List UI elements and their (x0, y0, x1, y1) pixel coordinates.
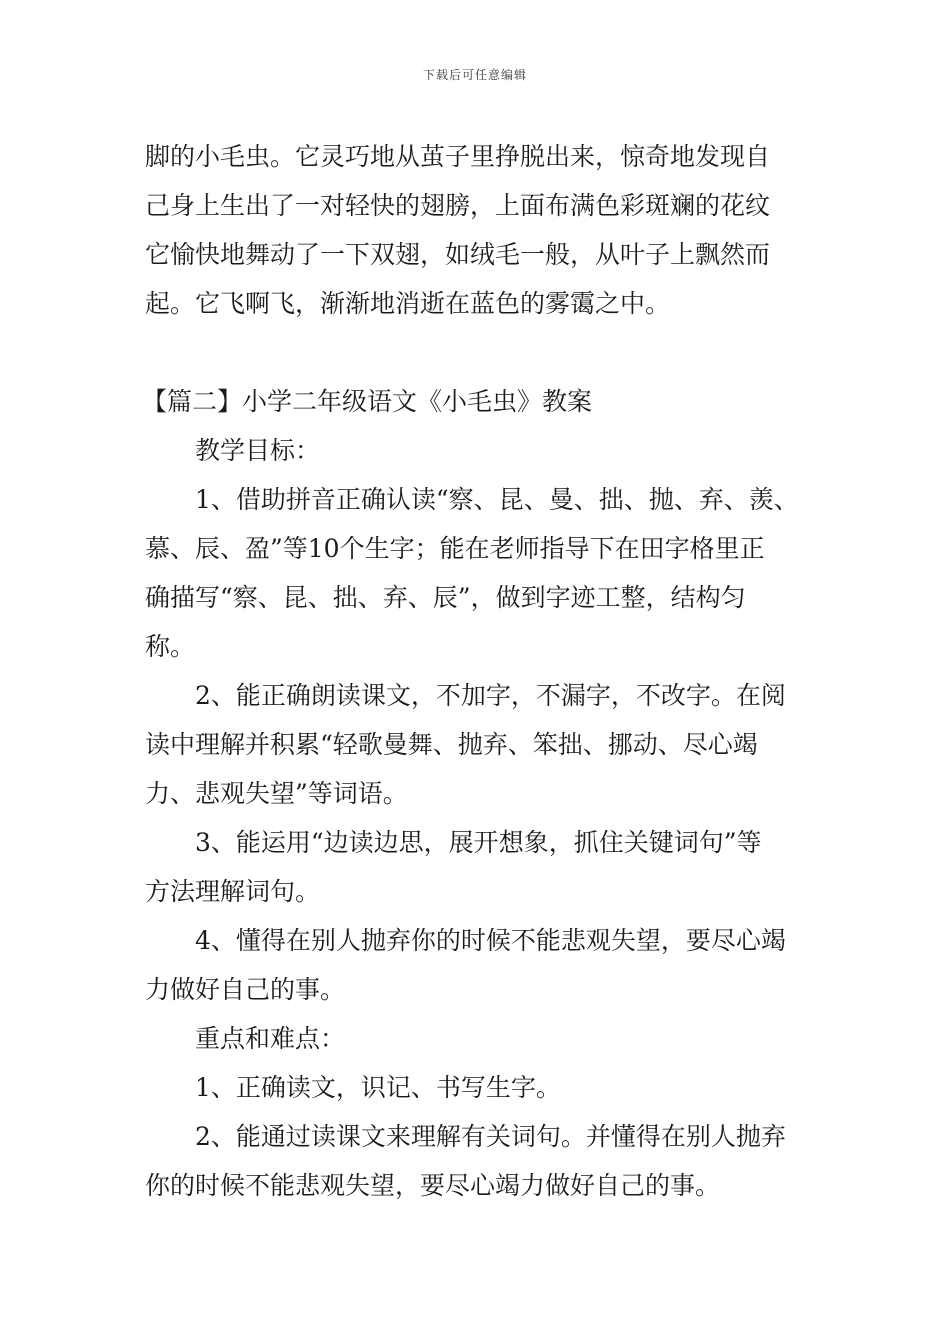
section-spacer (145, 328, 815, 377)
paragraph-line: 起。它飞啊飞，渐渐地消逝在蓝色的雾霭之中。 (145, 289, 671, 318)
document-body (142, 132, 815, 1210)
objective-item (145, 818, 815, 916)
paragraph-line: 1、借助拼音正确认读“察、昆、曼、拙、抛、弃、羡、 (195, 485, 799, 514)
paragraph-line: 3、能运用“边读边思，展开想象，抓住关键词句”等 (195, 828, 762, 857)
paragraph-line: 方法理解词句。 (145, 877, 321, 906)
paragraph-line: 脚的小毛虫。它灵巧地从茧子里挣脱出来，惊奇地发现自 (145, 142, 771, 171)
objective-item (145, 916, 815, 1014)
intro-paragraph (145, 132, 815, 328)
key-point-item (145, 1112, 815, 1210)
paragraph-line: 己身上生出了一对轻快的翅膀，上面布满色彩斑斓的花纹 (145, 191, 771, 220)
paragraph-line: 读中理解并积累“轻歌曼舞、抛弃、笨拙、挪动、尽心竭 (145, 730, 758, 759)
key-points-label: 重点和难点： (195, 1024, 346, 1053)
paragraph-line: 力、悲观失望”等词语。 (145, 779, 408, 808)
paragraph-line: 它愉快地舞动了一下双翅，如绒毛一般，从叶子上飘然而 (145, 240, 771, 269)
paragraph-line: 2、能正确朗读课文，不加字，不漏字，不改字。在阅 (195, 681, 786, 710)
paragraph-line: 4、懂得在别人抛弃你的时候不能悲观失望，要尽心竭 (195, 926, 786, 955)
objective-item (145, 475, 815, 671)
page-header: 下载后可任意编辑 (422, 68, 527, 82)
paragraph-line: 1、正确读文，识记、书写生字。 (195, 1073, 561, 1102)
paragraph-line: 称。 (145, 632, 196, 661)
paragraph-line: 2、能通过读课文来理解有关词句。并懂得在别人抛弃 (195, 1122, 786, 1151)
key-point-item (145, 1063, 815, 1112)
section-title: 【篇二】小学二年级语文《小毛虫》教案 (142, 387, 593, 416)
paragraph-line: 力做好自己的事。 (145, 975, 346, 1004)
paragraph-line: 你的时候不能悲观失望，要尽心竭力做好自己的事。 (145, 1171, 721, 1200)
paragraph-line: 慕、辰、盈”等10个生字；能在老师指导下在田字格里正 (145, 534, 765, 563)
objectives-label: 教学目标： (195, 436, 321, 465)
objective-item (145, 671, 815, 818)
paragraph-line: 确描写“察、昆、拙、弃、辰”，做到字迹工整，结构匀 (145, 583, 746, 612)
